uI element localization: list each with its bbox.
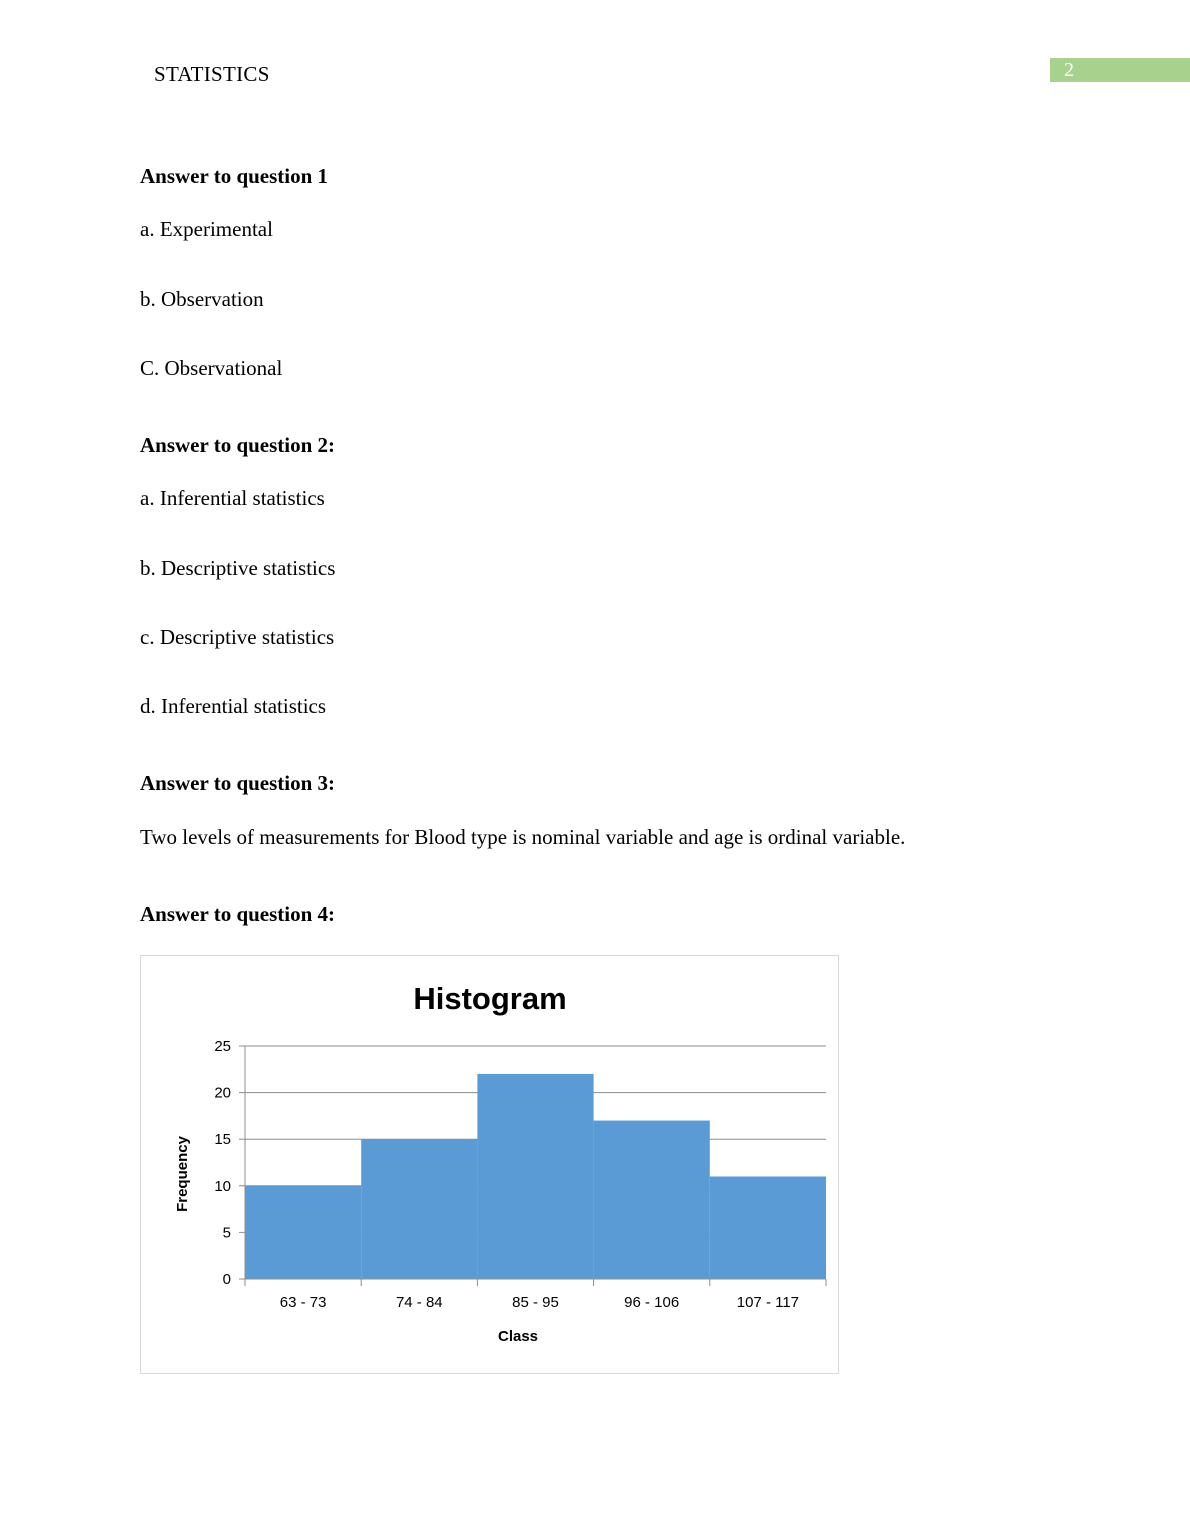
x-tick-label: 96 - 106 [624, 1294, 680, 1311]
y-tick-label: 10 [214, 1177, 231, 1195]
x-tick-label: 107 - 117 [736, 1294, 800, 1311]
x-tick-label: 74 - 84 [395, 1294, 443, 1311]
section-3-heading: Answer to question 3: [140, 771, 336, 795]
section-2-item-c: c. Descriptive statistics [140, 625, 335, 649]
y-tick-label: 5 [222, 1224, 231, 1242]
x-tick-label: 85 - 95 [512, 1294, 559, 1311]
histogram-bar [361, 1139, 477, 1279]
x-axis-label: Class [497, 1328, 539, 1345]
x-tick-label: 63 - 73 [279, 1294, 327, 1311]
section-2-item-b: b. Descriptive statistics [140, 556, 336, 580]
section-2-item-a: a. Inferential statistics [140, 486, 325, 510]
histogram-bar [477, 1074, 593, 1279]
section-1-item-c: C. Observational [140, 356, 283, 380]
header-title: STATISTICS [154, 62, 270, 86]
histogram-bar [245, 1186, 361, 1279]
section-1-item-b: b. Observation [140, 287, 264, 311]
y-tick-label: 15 [214, 1131, 231, 1149]
chart-title: Histogram [413, 981, 567, 1016]
section-4-heading: Answer to question 4: [140, 902, 336, 926]
y-tick-label: 20 [214, 1084, 231, 1102]
y-tick-label: 0 [222, 1271, 231, 1288]
section-3-answer: Two levels of measurements for Blood type is nominal variable and age is ordinal variable. [140, 825, 906, 849]
section-1-heading: Answer to question 1 [140, 164, 329, 188]
histogram-svg [141, 956, 840, 1375]
y-axis-label: Frequency [174, 1136, 191, 1212]
y-tick-label: 25 [214, 1038, 231, 1055]
histogram-chart [140, 955, 839, 1374]
section-1-item-a: a. Experimental [140, 217, 273, 241]
histogram-bar [710, 1176, 826, 1279]
page-number-badge: 2 [1050, 58, 1190, 82]
section-2-item-d: d. Inferential statistics [140, 694, 327, 718]
histogram-bar [594, 1121, 710, 1279]
section-2-heading: Answer to question 2: [140, 433, 336, 457]
